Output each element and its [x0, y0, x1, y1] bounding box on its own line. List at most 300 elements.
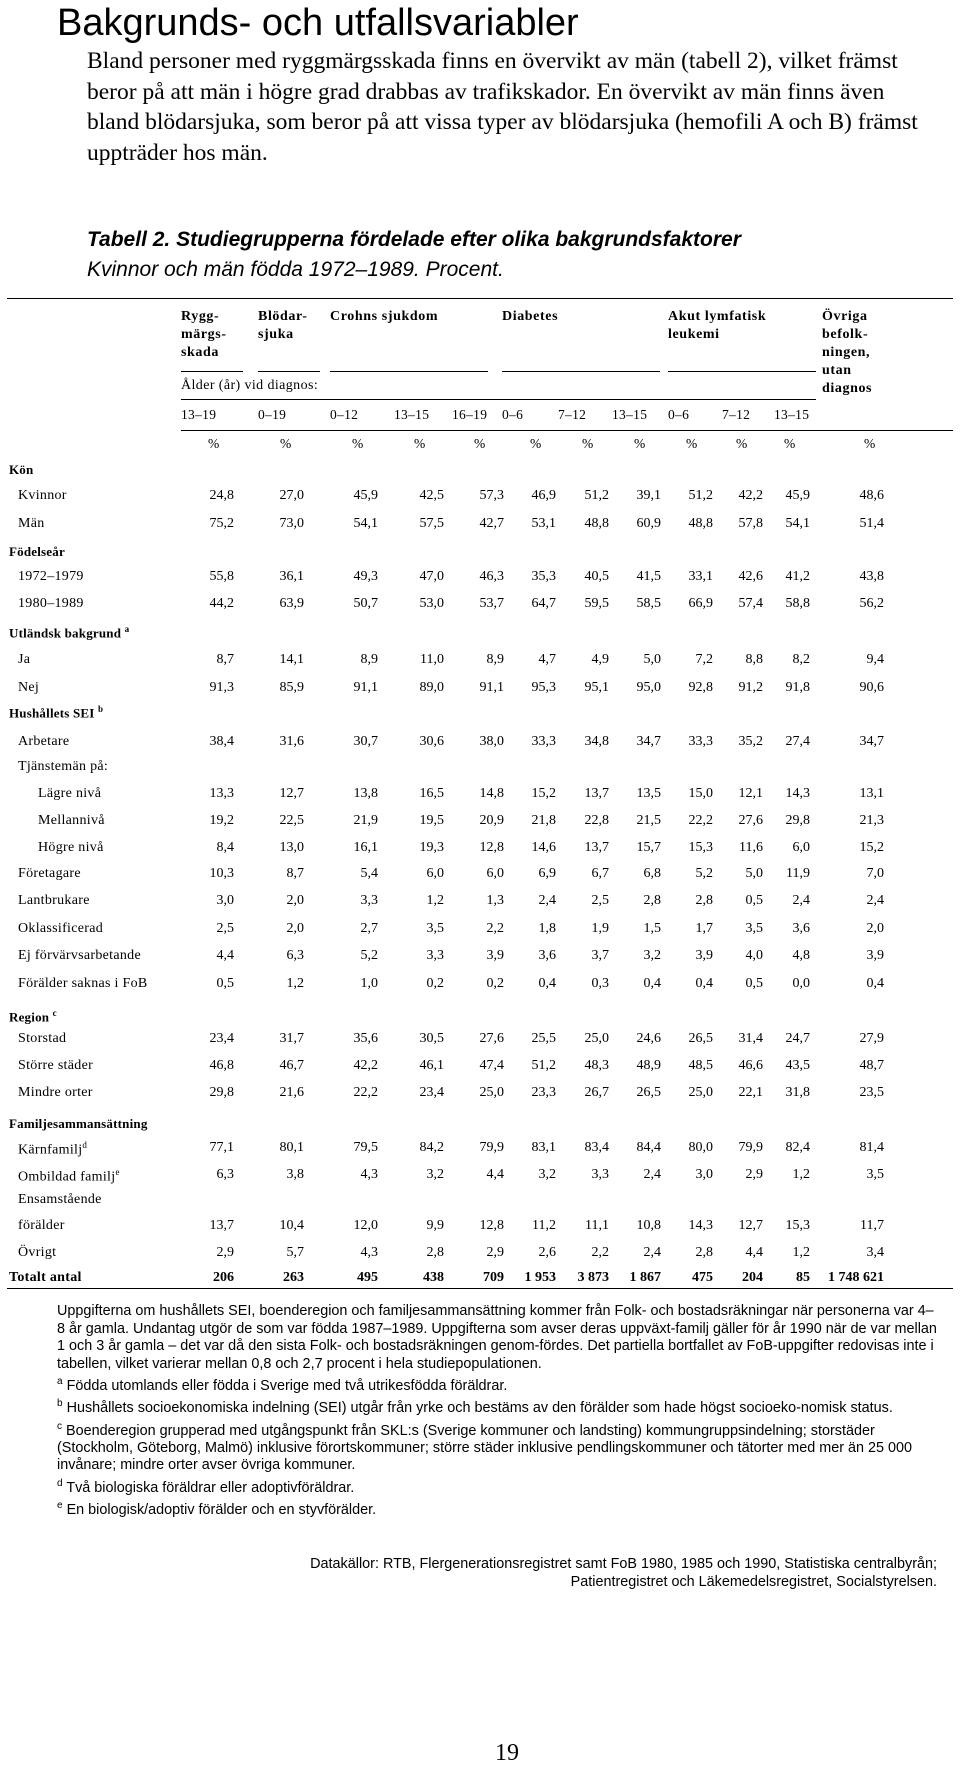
table-cell: 0,4 [643, 976, 661, 991]
age-header-cell: 0–6 [668, 407, 690, 422]
table-cell: 6,7 [591, 866, 609, 881]
age-header-cell: 13–15 [774, 407, 810, 422]
table-cell: 3,8 [286, 1167, 304, 1182]
table-cell: 5,2 [360, 948, 378, 963]
table-cell: 80,0 [688, 1140, 713, 1155]
table-cell: 12,7 [279, 786, 304, 801]
table-cell: 56,2 [859, 596, 884, 611]
table-cell: 5,0 [745, 866, 763, 881]
table-cell: 23,3 [531, 1085, 556, 1100]
table-cell: 2,6 [538, 1245, 556, 1260]
table-cell: 6,3 [286, 948, 304, 963]
table-cell: 1 867 [629, 1270, 661, 1285]
table-cell: 30,5 [419, 1031, 444, 1046]
table-cell: 19,5 [419, 813, 444, 828]
table-cell: 1,7 [695, 921, 713, 936]
table-cell: 4,8 [792, 948, 810, 963]
table-cell: 3,5 [866, 1167, 884, 1182]
table-cell: 1,2 [426, 893, 444, 908]
age-header-cell: 7–12 [722, 407, 751, 422]
intro-paragraph: Bland personer med ryggmärgsskada finns en övervikt av män (tabell 2), vilket främst beror på att män i högre grad drabbas av trafikskador. En övervikt av män finns även bland blödarsjuka, som beror på att vissa typer av blödarsjuka (hemofili A och B) främst uppträder hos män. [87, 48, 918, 166]
section-kon: Kön [9, 462, 34, 477]
table-cell: 46,9 [531, 488, 556, 503]
header-blodarsjuka: Blödar- sjuka [258, 309, 308, 342]
table-cell: 15,2 [859, 840, 884, 855]
table-cell: 3,4 [866, 1245, 884, 1260]
table-cell: 40,5 [584, 569, 609, 584]
table-cell: 2,0 [286, 893, 304, 908]
row-label: Mindre orter [18, 1085, 93, 1100]
table-cell: 30,7 [353, 734, 378, 749]
table-top-rule [7, 298, 953, 299]
table-cell: 2,2 [591, 1245, 609, 1260]
table-cell: 89,0 [419, 680, 444, 695]
table-cell: 46,8 [209, 1058, 234, 1073]
table-cell: 13,0 [279, 840, 304, 855]
table-cell: 24,7 [785, 1031, 810, 1046]
table-cell: 84,4 [636, 1140, 661, 1155]
table-cell: 42,2 [353, 1058, 378, 1073]
table-cell: 26,5 [636, 1085, 661, 1100]
table-cell: 8,8 [745, 652, 763, 667]
table-cell: 2,9 [216, 1245, 234, 1260]
table-cell: 3,2 [426, 1167, 444, 1182]
table-cell: 53,0 [419, 596, 444, 611]
header-crohns: Crohns sjukdom [330, 309, 439, 324]
footnote-d: $^d$ Två biologiska föräldrar eller adoptivföräldrar. [57, 1477, 355, 1496]
row-label: Tjänstemän på: [18, 759, 109, 774]
table-cell: 91,8 [785, 680, 810, 695]
row-label: Storstad [18, 1031, 67, 1046]
row-label: Företagare [18, 866, 81, 881]
section-sei: Hushållets SEI $^b$ [9, 704, 104, 721]
table-cell: 41,5 [636, 569, 661, 584]
table-cell: 5,7 [286, 1245, 304, 1260]
table-cell: 1,8 [538, 921, 556, 936]
table-cell: 12,1 [738, 786, 763, 801]
row-label: Män [18, 516, 45, 531]
table-cell: 19,3 [419, 840, 444, 855]
age-header-cell: 13–15 [612, 407, 648, 422]
table-cell: 35,6 [353, 1031, 378, 1046]
table-cell: 84,2 [419, 1140, 444, 1155]
table-cell: 51,2 [688, 488, 713, 503]
table-cell: 95,1 [584, 680, 609, 695]
table-cell: 23,4 [419, 1085, 444, 1100]
table-cell: 31,6 [279, 734, 304, 749]
table-cell: 29,8 [785, 813, 810, 828]
table-cell: 79,9 [738, 1140, 763, 1155]
table-cell: 3,2 [643, 948, 661, 963]
table-cell: 92,8 [688, 680, 713, 695]
table-cell: 1 748 621 [828, 1270, 884, 1285]
table-cell: 75,2 [209, 516, 234, 531]
table-cell: 0,5 [745, 976, 763, 991]
footnote-c: $^c$ Boenderegion grupperad med utgångspunkt från SKL:s (Sverige kommuner och landsting) kommungruppsindelning; storstäder (Stockholm, Göteborg, Malmö) inklusive förortskommuner; större städer inklusive pendlingskommuner och tätorter med mer än 25 000 invånare; mindre orter avser övriga kommuner. [57, 1420, 913, 1474]
row-label: Högre nivå [38, 840, 104, 855]
table-cell: 7,2 [695, 652, 713, 667]
table-cell: 48,5 [688, 1058, 713, 1073]
row-label: Ensamstående [18, 1192, 102, 1207]
table-cell: 44,2 [209, 596, 234, 611]
table-cell: 2,9 [486, 1245, 504, 1260]
row-label: Mellannivå [38, 813, 105, 828]
table-cell: 3,2 [538, 1167, 556, 1182]
row-label: Ja [18, 652, 31, 667]
row-label: Arbetare [18, 734, 70, 749]
table-cell: 13,7 [584, 786, 609, 801]
age-header-cell: 16–19 [452, 407, 488, 422]
table-cell: 91,2 [738, 680, 763, 695]
table-cell: 42,6 [738, 569, 763, 584]
table-cell: 0,2 [426, 976, 444, 991]
table-cell: 31,8 [785, 1085, 810, 1100]
table-cell: 30,6 [419, 734, 444, 749]
table-cell: 2,2 [486, 921, 504, 936]
table-cell: 35,3 [531, 569, 556, 584]
table-cell: 2,9 [745, 1167, 763, 1182]
percent-header-cell: % [474, 436, 486, 451]
percent-header-cell: % [530, 436, 542, 451]
table-cell: 42,5 [419, 488, 444, 503]
table-cell: 4,3 [360, 1167, 378, 1182]
table-cell: 8,9 [486, 652, 504, 667]
table-cell: 79,9 [479, 1140, 504, 1155]
table-cell: 13,3 [209, 786, 234, 801]
table-cell: 13,1 [859, 786, 884, 801]
rule-blodar [258, 371, 320, 372]
table-cell: 16,1 [353, 840, 378, 855]
table-cell: 0,2 [486, 976, 504, 991]
table-cell: 45,9 [353, 488, 378, 503]
table-cell: 14,6 [531, 840, 556, 855]
table-cell: 51,2 [531, 1058, 556, 1073]
table-cell: 3,9 [486, 948, 504, 963]
table-cell: 33,3 [688, 734, 713, 749]
table-cell: 81,4 [859, 1140, 884, 1155]
table-cell: 34,8 [584, 734, 609, 749]
percent-header-cell: % [208, 436, 220, 451]
table-cell: 21,3 [859, 813, 884, 828]
percent-header-cell: % [280, 436, 292, 451]
age-header-cell: 0–19 [258, 407, 287, 422]
table-cell: 4,0 [745, 948, 763, 963]
table-cell: 85,9 [279, 680, 304, 695]
table-cell: 2,5 [216, 921, 234, 936]
table-cell: 2,5 [591, 893, 609, 908]
table-cell: 6,0 [792, 840, 810, 855]
table-cell: 50,7 [353, 596, 378, 611]
row-label: Lägre nivå [38, 786, 102, 801]
table-cell: 11,0 [420, 652, 444, 667]
header-diabetes: Diabetes [502, 309, 559, 324]
table-cell: 15,3 [785, 1218, 810, 1233]
table-cell: 4,3 [360, 1245, 378, 1260]
footnote-b: $^b$ Hushållets socioekonomiska indelning (SEI) utgår från yrke och bestäms av den förälder som hade högst socioeko-nomisk status. [57, 1398, 893, 1417]
row-label: förälder [18, 1218, 65, 1233]
table-cell: 263 [283, 1270, 304, 1285]
table-cell: 57,3 [479, 488, 504, 503]
table-cell: 1,9 [591, 921, 609, 936]
table-subtitle: Kvinnor och män födda 1972–1989. Procent. [87, 258, 504, 281]
table-cell: 95,3 [531, 680, 556, 695]
table-cell: 58,8 [785, 596, 810, 611]
table-cell: 54,1 [785, 516, 810, 531]
section-region: Region $^c$ [9, 1008, 57, 1025]
table-cell: 1 953 [524, 1270, 556, 1285]
table-cell: 26,5 [688, 1031, 713, 1046]
table-cell: 2,0 [866, 921, 884, 936]
table-cell: 3 873 [577, 1270, 609, 1285]
table-cell: 6,9 [538, 866, 556, 881]
table-cell: 22,1 [738, 1085, 763, 1100]
table-cell: 48,8 [584, 516, 609, 531]
table-cell: 13,8 [353, 786, 378, 801]
table-cell: 0,5 [745, 893, 763, 908]
table-cell: 0,5 [216, 976, 234, 991]
table-cell: 2,4 [643, 1167, 661, 1182]
table-cell: 3,7 [591, 948, 609, 963]
table-cell: 14,3 [785, 786, 810, 801]
table-cell: 23,4 [209, 1031, 234, 1046]
table-cell: 3,5 [745, 921, 763, 936]
table-cell: 26,7 [584, 1085, 609, 1100]
table-cell: 8,9 [360, 652, 378, 667]
table-cell: 39,1 [636, 488, 661, 503]
table-cell: 63,9 [279, 596, 304, 611]
footnote-a: $^a$ Födda utomlands eller födda i Sverige med två utrikesfödda föräldrar. [57, 1376, 508, 1394]
table-cell: 13,7 [209, 1218, 234, 1233]
table-cell: 0,4 [538, 976, 556, 991]
row-label: Ombildad familj$^e$ [18, 1167, 120, 1185]
table-cell: 22,5 [279, 813, 304, 828]
table-cell: 6,3 [216, 1167, 234, 1182]
table-cell: 46,1 [419, 1058, 444, 1073]
table-cell: 8,7 [216, 652, 234, 667]
header-akut-leukemi: Akut lymfatisk leukemi [668, 309, 767, 342]
table-cell: 438 [423, 1270, 444, 1285]
table-cell: 36,1 [279, 569, 304, 584]
header-rygg: Rygg- märgs- skada [181, 309, 227, 360]
table-cell: 8,7 [286, 866, 304, 881]
age-header-cell: 13–19 [181, 407, 217, 422]
table-cell: 85 [796, 1270, 810, 1285]
table-cell: 46,7 [279, 1058, 304, 1073]
row-label: 1972–1979 [18, 569, 84, 584]
table-cell: 48,6 [859, 488, 884, 503]
table-cell: 49,3 [353, 569, 378, 584]
table-cell: 3,3 [591, 1167, 609, 1182]
table-cell: 19,2 [209, 813, 234, 828]
table-cell: 11,2 [532, 1218, 556, 1233]
table-cell: 2,8 [695, 893, 713, 908]
rule-akut [668, 371, 816, 372]
table-cell: 24,6 [636, 1031, 661, 1046]
footnote-marker: e [115, 1167, 120, 1177]
section-heading: Bakgrunds- och utfallsvariabler [57, 2, 579, 44]
table-cell: 41,2 [785, 569, 810, 584]
table-cell: 66,9 [688, 596, 713, 611]
percent-header-cell: % [736, 436, 748, 451]
table-cell: 33,3 [531, 734, 556, 749]
table-cell: 2,0 [286, 921, 304, 936]
table-cell: 83,4 [584, 1140, 609, 1155]
table-cell: 0,3 [591, 976, 609, 991]
table-cell: 54,1 [353, 516, 378, 531]
section-utlandsk: Utländsk bakgrund $^a$ [9, 624, 130, 641]
table-cell: 42,7 [479, 516, 504, 531]
table-cell: 21,9 [353, 813, 378, 828]
table-cell: 0,4 [695, 976, 713, 991]
table-cell: 3,6 [792, 921, 810, 936]
percent-header-cell: % [634, 436, 646, 451]
table-cell: 31,4 [738, 1031, 763, 1046]
table-cell: 42,2 [738, 488, 763, 503]
table-title: Tabell 2. Studiegrupperna fördelade efter olika bakgrundsfaktorer [87, 228, 741, 251]
rule-diabetes [502, 371, 660, 372]
table-cell: 3,5 [426, 921, 444, 936]
table-cell: 51,2 [584, 488, 609, 503]
table-cell: 9,4 [866, 652, 884, 667]
table-cell: 53,7 [479, 596, 504, 611]
table-cell: 2,4 [792, 893, 810, 908]
row-label: Större städer [18, 1058, 94, 1073]
table-cell: 204 [742, 1270, 763, 1285]
table-cell: 10,8 [636, 1218, 661, 1233]
table-cell: 48,3 [584, 1058, 609, 1073]
table-cell: 51,4 [859, 516, 884, 531]
table-cell: 33,1 [688, 569, 713, 584]
table-cell: 4,4 [745, 1245, 763, 1260]
table-cell: 47,0 [419, 569, 444, 584]
table-cell: 22,2 [688, 813, 713, 828]
percent-header-cell: % [686, 436, 698, 451]
table-cell: 25,0 [584, 1031, 609, 1046]
table-cell: 4,4 [216, 948, 234, 963]
table-cell: 2,4 [538, 893, 556, 908]
table-cell: 475 [692, 1270, 713, 1285]
table-cell: 91,1 [479, 680, 504, 695]
table-cell: 3,9 [866, 948, 884, 963]
table-cell: 43,5 [785, 1058, 810, 1073]
table-cell: 15,0 [688, 786, 713, 801]
table-cell: 29,8 [209, 1085, 234, 1100]
table-cell: 24,8 [209, 488, 234, 503]
row-label: Nej [18, 680, 40, 695]
table-cell: 27,0 [279, 488, 304, 503]
table-cell: 48,7 [859, 1058, 884, 1073]
footnote-marker: d [82, 1140, 88, 1150]
table-cell: 16,5 [419, 786, 444, 801]
rule-age-values [181, 430, 953, 431]
table-cell: 2,7 [360, 921, 378, 936]
table-cell: 12,8 [479, 840, 504, 855]
table-cell: 11,6 [739, 840, 763, 855]
table-cell: 83,1 [531, 1140, 556, 1155]
table-cell: 25,0 [688, 1085, 713, 1100]
table-cell: 45,9 [785, 488, 810, 503]
table-cell: 57,8 [738, 516, 763, 531]
table-cell: 60,9 [636, 516, 661, 531]
data-sources: Datakällor: RTB, Flergenerationsregistret samt FoB 1980, 1985 och 1990, Statistiska centralbyrån; Patientregistret och Läkemedelsregistret, Socialstyrelsen. [310, 1556, 937, 1590]
table-cell: 11,9 [786, 866, 810, 881]
table-cell: 23,5 [859, 1085, 884, 1100]
table-cell: 6,0 [486, 866, 504, 881]
table-cell: 5,2 [695, 866, 713, 881]
age-label: Ålder (år) vid diagnos: [181, 378, 319, 393]
table-cell: 64,7 [531, 596, 556, 611]
row-label: Övrigt [18, 1245, 57, 1260]
table-cell: 53,1 [531, 516, 556, 531]
table-cell: 14,1 [279, 652, 304, 667]
table-cell: 4,7 [538, 652, 556, 667]
table-cell: 3,6 [538, 948, 556, 963]
table-cell: 38,4 [209, 734, 234, 749]
table-cell: 34,7 [636, 734, 661, 749]
age-header-cell: 13–15 [394, 407, 430, 422]
percent-header-cell: % [414, 436, 426, 451]
rule-age [181, 399, 816, 400]
table-cell: 82,4 [785, 1140, 810, 1155]
rule-rygg [181, 371, 243, 372]
table-cell: 5,4 [360, 866, 378, 881]
table-cell: 15,7 [636, 840, 661, 855]
table-cell: 79,5 [353, 1140, 378, 1155]
percent-header-cell: % [582, 436, 594, 451]
row-label: Totalt antal [9, 1270, 82, 1285]
table-cell: 709 [483, 1270, 504, 1285]
table-cell: 8,4 [216, 840, 234, 855]
table-cell: 5,0 [643, 652, 661, 667]
table-cell: 47,4 [479, 1058, 504, 1073]
age-header-cell: 0–6 [502, 407, 524, 422]
table-cell: 3,3 [426, 948, 444, 963]
table-cell: 1,2 [792, 1245, 810, 1260]
table-cell: 12,7 [738, 1218, 763, 1233]
section-fodelsear: Födelseår [9, 544, 65, 559]
table-cell: 8,2 [792, 652, 810, 667]
table-cell: 11,7 [860, 1218, 884, 1233]
table-cell: 15,3 [688, 840, 713, 855]
row-label: Oklassificerad [18, 921, 104, 936]
table-cell: 1,3 [486, 893, 504, 908]
percent-header-cell: % [784, 436, 796, 451]
table-cell: 12,0 [353, 1218, 378, 1233]
table-cell: 4,9 [591, 652, 609, 667]
table-cell: 57,5 [419, 516, 444, 531]
table-cell: 21,6 [279, 1085, 304, 1100]
table-cell: 25,0 [479, 1085, 504, 1100]
table-cell: 11,1 [585, 1218, 609, 1233]
table-cell: 21,5 [636, 813, 661, 828]
table-cell: 1,0 [360, 976, 378, 991]
rule-crohns [330, 371, 488, 372]
table-cell: 27,6 [479, 1031, 504, 1046]
footnote-general: Uppgifterna om hushållets SEI, boenderegion och familjesammansättning kommer från Folk- och bostadsräkningar när personerna var 4–8 år gamla. Undantag utgör de som var födda 1987–1989. Uppgifterna som avser deras uppväxt-familj gäller för år 1990 när de var mellan 1 och 3 år gamla – det var då den sista Folk- och bostadsräkningen genom-fördes. Det partiella bortfallet av FoB-uppgifter redovisas inte i tabellen, vilket varierar mellan 0,8 och 2,7 procent i hela studiepopulationen. [57, 1303, 937, 1372]
row-label: Lantbrukare [18, 893, 90, 908]
table-cell: 0,4 [866, 976, 884, 991]
table-bottom-rule [7, 1288, 953, 1289]
table-cell: 6,8 [643, 866, 661, 881]
table-cell: 4,4 [486, 1167, 504, 1182]
table-cell: 77,1 [209, 1140, 234, 1155]
table-cell: 2,8 [426, 1245, 444, 1260]
age-header-cell: 7–12 [558, 407, 587, 422]
table-cell: 55,8 [209, 569, 234, 584]
table-cell: 1,2 [286, 976, 304, 991]
table-cell: 2,8 [695, 1245, 713, 1260]
table-cell: 22,8 [584, 813, 609, 828]
